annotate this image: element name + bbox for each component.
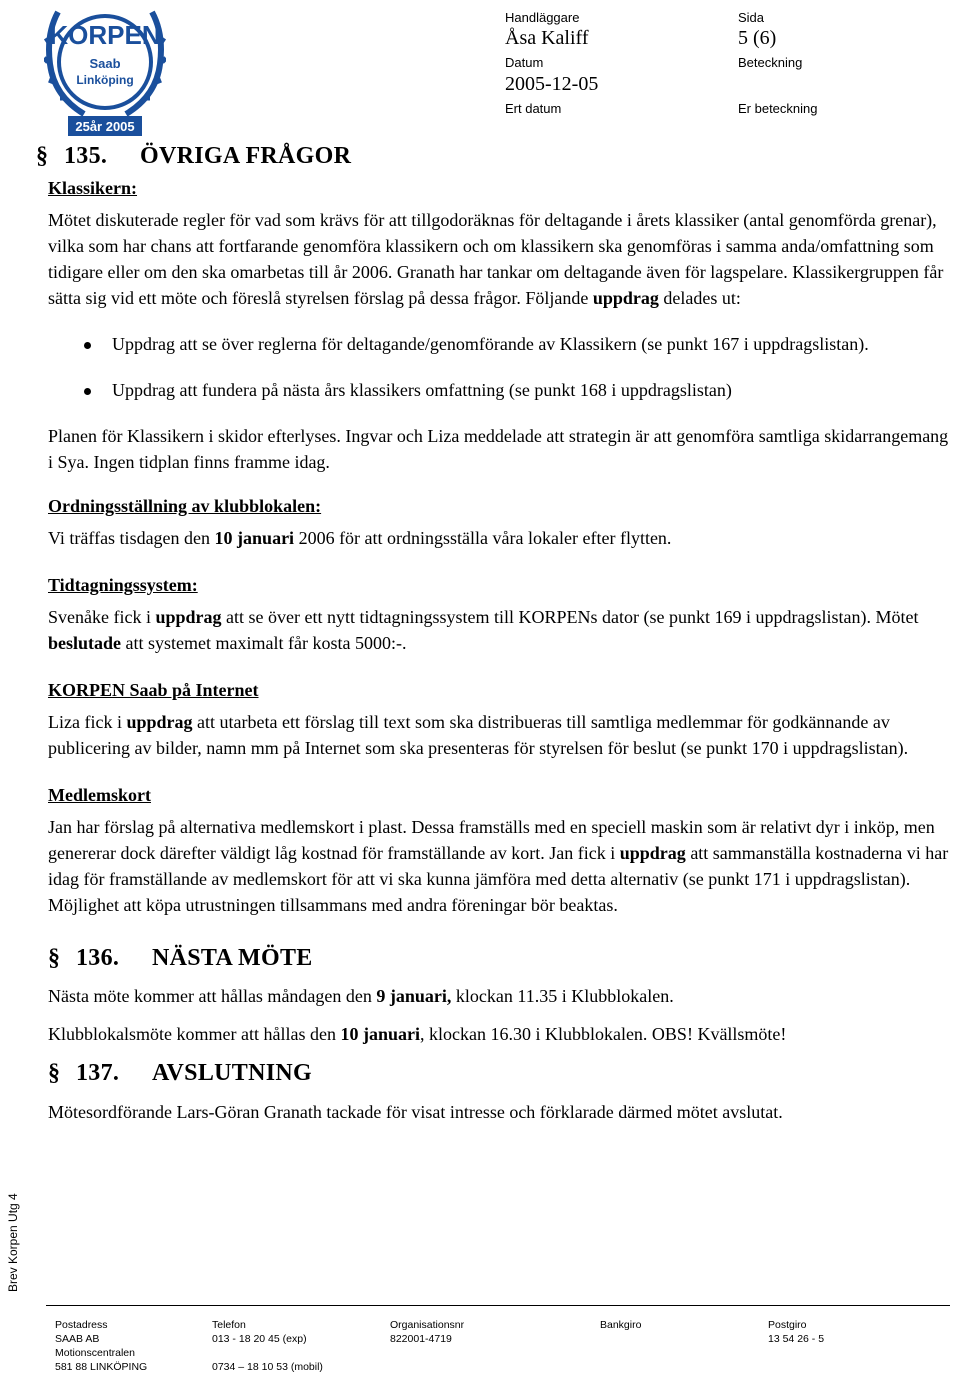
- sida-value: 5 (6): [738, 27, 777, 49]
- list-item: [48, 331, 953, 357]
- bold-run: 10 januari: [340, 1024, 420, 1044]
- postadress-line: 581 88 LINKÖPING: [55, 1361, 148, 1373]
- text-run: att sammanställa kostnaderna vi har idag för framställande av medlemskort för att vi ska kunna jämföra med detta alternativ (se punkt 171 i uppdragslistan). Möjlighet att köpa utrustningen tillsammans med andra föreningar bör beaktas.: [48, 843, 949, 915]
- org-value: 822001-4719: [390, 1333, 452, 1345]
- list-item-text: Uppdrag att fundera på nästa års klassikers omfattning (se punkt 168 i uppdragslistan): [112, 380, 732, 400]
- footer-postadress: [55, 1318, 147, 1374]
- logo-line1: Saab: [89, 56, 121, 71]
- klassikern-paragraph: [48, 207, 953, 311]
- section-137-heading: [48, 1057, 953, 1089]
- datum-label: Datum: [505, 55, 544, 70]
- ordning-heading: Ordningsställning av klubblokalen:: [48, 496, 322, 516]
- tidtagning-paragraph: [48, 604, 953, 656]
- section-title: ÖVRIGA FRÅGOR: [140, 143, 352, 169]
- document-body: [36, 140, 953, 1125]
- section-title: AVSLUTNING: [152, 1060, 312, 1086]
- closing-paragraph: Mötesordförande Lars-Göran Granath tackade för visat intresse och förklarade därmed mötet avslutat.: [48, 1102, 783, 1122]
- list-item-text: Uppdrag att se över reglerna för deltagande/genomförande av Klassikern (se punkt 167 i uppdragslistan).: [112, 334, 869, 354]
- sida-label: Sida: [738, 10, 765, 25]
- korpen-logo: [44, 4, 166, 140]
- ert-datum-label: Ert datum: [505, 101, 562, 116]
- datum-value: 2005-12-05: [505, 73, 599, 95]
- klassikern-heading: Klassikern:: [48, 178, 138, 198]
- logo-line2: Linköping: [76, 73, 134, 87]
- text-run: att utarbeta ett förslag till text som ska distribueras till samtliga medlemmar för godkännande av publicering av bilder, namn mm på Internet som ska presenteras för styrelsen för beslut (se punkt 170 i uppdragslistan).: [48, 712, 909, 758]
- logo-name: KORPEN: [49, 20, 161, 50]
- bullet-icon: [84, 342, 91, 349]
- postadress-label: Postadress: [55, 1319, 108, 1331]
- footer-orgnr: [390, 1318, 464, 1346]
- bold-run: 10 januari: [214, 528, 295, 548]
- text-run: Liza fick i: [48, 712, 127, 732]
- text-run: att systemet maximalt får kosta 5000:-.: [121, 633, 407, 653]
- beteckning-label: Beteckning: [738, 55, 803, 70]
- postadress-line: Motionscentralen: [55, 1347, 135, 1359]
- klassikern-paragraph-2: Planen för Klassikern i skidor efterlyses. Ingvar och Liza meddelade att strategin är att genomföra samtliga skidarrangemang i Sya. Ingen tidplan finns framme idag.: [48, 426, 949, 472]
- next-meeting-paragraph: [48, 983, 953, 1009]
- bold-run: beslutade: [48, 633, 122, 653]
- footer-divider: [46, 1305, 950, 1306]
- er-beteckning-label: Er beteckning: [738, 101, 818, 116]
- section-number: 135.: [64, 143, 108, 169]
- bold-run: uppdrag: [155, 607, 222, 627]
- handlaggare-value: Åsa Kaliff: [505, 27, 589, 49]
- ordning-paragraph: [48, 525, 953, 551]
- text-run: Nästa möte kommer att hållas måndagen den: [48, 986, 377, 1006]
- text-run: klockan 11.35 i Klubblokalen.: [451, 986, 674, 1006]
- section-title: NÄSTA MÖTE: [152, 945, 313, 971]
- footer-bankgiro: [600, 1318, 641, 1332]
- footer-telefon: [212, 1318, 323, 1374]
- postgiro-value: 13 54 26 - 5: [768, 1333, 825, 1345]
- postgiro-label: Postgiro: [768, 1319, 807, 1331]
- text-run: 2006 för att ordningsställa våra lokaler efter flytten.: [294, 528, 672, 548]
- list-item: [48, 377, 953, 403]
- bold-run: 9 januari,: [376, 986, 452, 1006]
- section-135-heading: [36, 140, 953, 172]
- section-136-heading: [48, 942, 953, 974]
- bankgiro-label: Bankgiro: [600, 1319, 642, 1331]
- klubblokal-meeting-paragraph: [48, 1021, 953, 1047]
- text-run: Vi träffas tisdagen den: [48, 528, 215, 548]
- section-sign: §: [36, 143, 49, 169]
- telefon-line: 0734 – 18 10 53 (mobil): [212, 1361, 323, 1373]
- text-run: Mötet diskuterade regler för vad som krävs för att tillgodoräknas för deltagande i årets klassiker (antal genomförda grenar), vilka som har chans att fortfarande genomföra klassikern och om klassikern ska genomföras i samma anda/omfattning som tidigare eller om den ska omarbetas till år 2006. Granath har tankar om deltagande även för lagspelare. Klassikergruppen får sätta sig vid ett möte och föreslå styrelsen förslag på dessa frågor. Följande: [48, 210, 944, 308]
- medlemskort-heading: Medlemskort: [48, 785, 151, 805]
- section-sign: §: [48, 945, 61, 971]
- footer-postgiro: [768, 1318, 824, 1346]
- telefon-line: [212, 1346, 323, 1360]
- side-template-label: Brev Korpen Utg 4: [6, 1193, 20, 1292]
- section-number: 137.: [76, 1060, 120, 1086]
- medlemskort-paragraph: [48, 814, 953, 918]
- postadress-line: SAAB AB: [55, 1333, 100, 1345]
- tidtagning-heading: Tidtagningssystem:: [48, 575, 198, 595]
- section-number: 136.: [76, 945, 120, 971]
- text-run: , klockan 16.30 i Klubblokalen. OBS! Kvällsmöte!: [419, 1024, 787, 1044]
- handlaggare-label: Handläggare: [505, 10, 580, 25]
- telefon-label: Telefon: [212, 1319, 246, 1331]
- logo-badge: 25år 2005: [75, 119, 135, 134]
- org-label: Organisationsnr: [390, 1319, 465, 1331]
- internet-heading: KORPEN Saab på Internet: [48, 680, 259, 700]
- text-run: Svenåke fick i: [48, 607, 156, 627]
- text-run: att se över ett nytt tidtagningssystem till KORPENs dator (se punkt 169 i uppdragslistan). Mötet: [221, 607, 919, 627]
- text-run: Klubblokalsmöte kommer att hållas den: [48, 1024, 341, 1044]
- text-run: delades ut:: [658, 288, 741, 308]
- section-sign: §: [48, 1060, 61, 1086]
- bold-run: uppdrag: [126, 712, 193, 732]
- bullet-icon: [84, 388, 91, 395]
- internet-paragraph: [48, 709, 953, 761]
- telefon-line: 013 - 18 20 45 (exp): [212, 1333, 307, 1345]
- bold-run: uppdrag: [619, 843, 686, 863]
- bold-run: uppdrag: [592, 288, 659, 308]
- text-run: Jan har förslag på alternativa medlemskort i plast. Dessa framställs med en speciell maskin som är relativt dyr i inköp, men genererar dock därefter väldigt låg kostnad för framställande av kort. Jan fick i: [48, 817, 935, 863]
- uppdrag-list: [48, 331, 953, 403]
